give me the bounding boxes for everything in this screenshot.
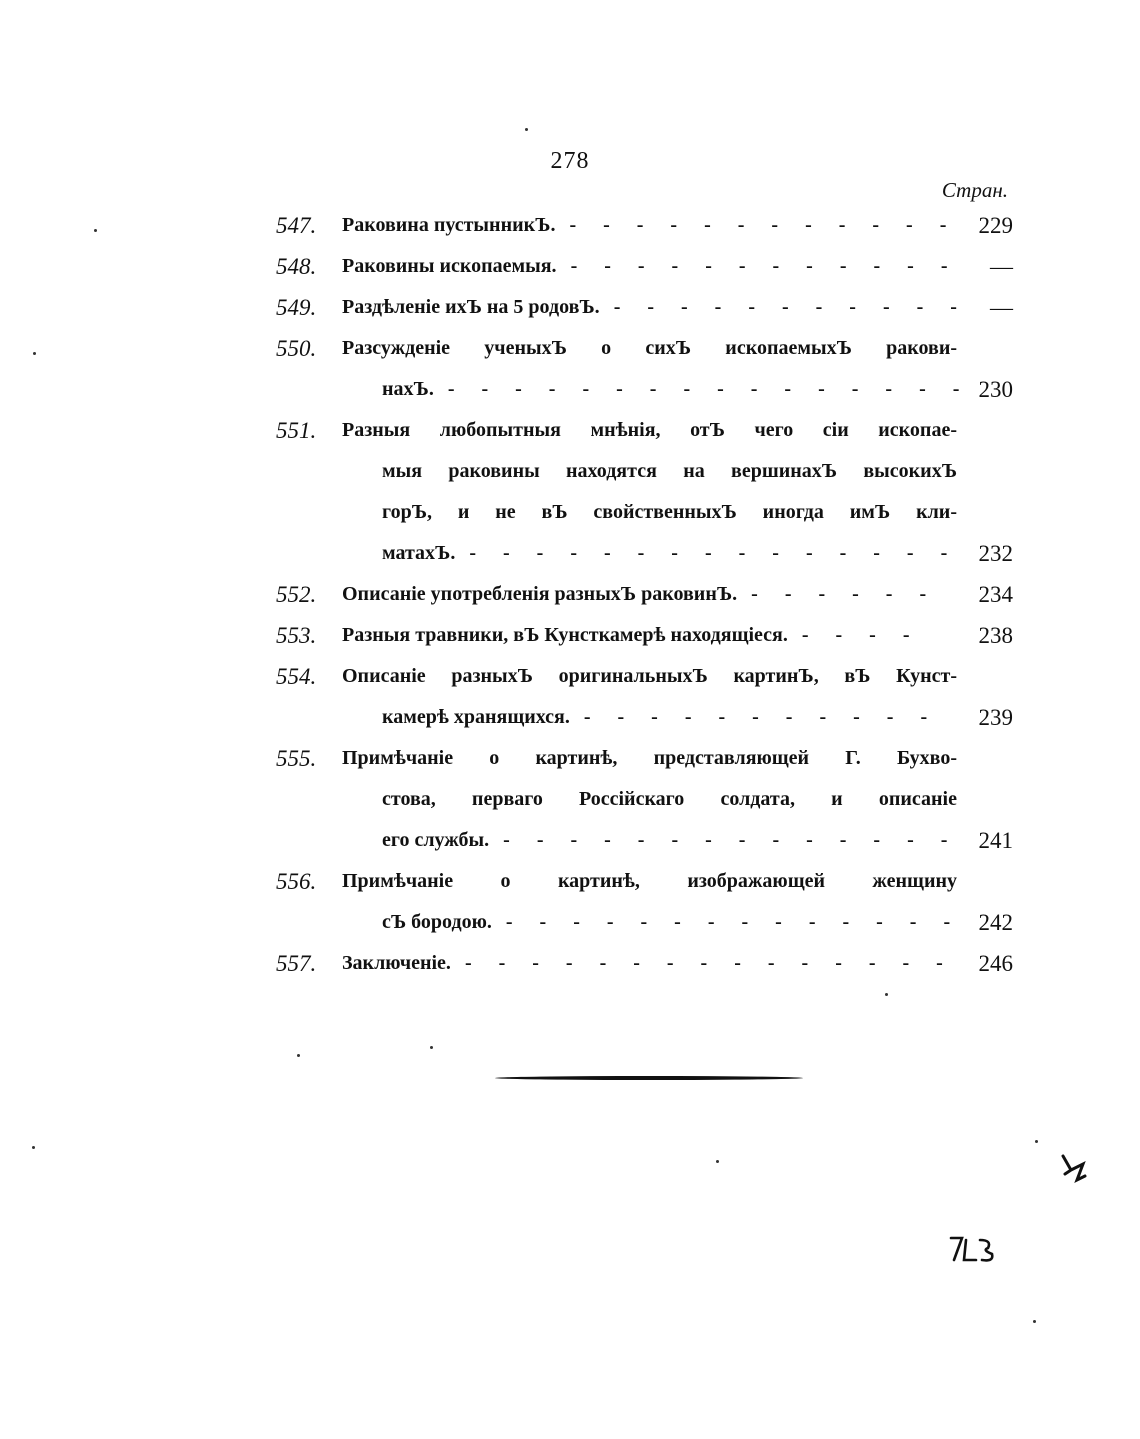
entry-text: стова, перваго Россійскаго солдата, и описаніе [382,788,957,810]
entry-text: Разныя любопытныя мнѣнія, отЪ чего сіи ископае- [342,419,957,441]
toc-entry [270,656,1015,738]
toc-line [270,779,1015,820]
scan-speck [1033,1320,1036,1323]
toc-entry [270,328,1015,410]
toc-line [270,205,1015,246]
toc-entry [270,287,1015,328]
toc-line [270,574,1015,615]
toc-line [270,902,1015,943]
toc-line [270,861,1015,902]
scan-speck [716,1160,719,1163]
toc-line [270,820,1015,861]
toc-line [270,451,1015,492]
scan-speck [525,128,528,131]
toc-entry [270,410,1015,574]
toc-line [270,738,1015,779]
entry-number: 551. [276,418,317,443]
dot-leader: ---------------- [447,378,987,400]
page-number: 278 [550,148,590,174]
scan-speck [33,352,36,355]
entry-page: 246 [978,951,1013,976]
dot-leader: ------------ [569,214,974,236]
handwritten-shelfmark-icon [948,1232,998,1268]
scan-speck [885,993,888,996]
dot-leader: ------------ [570,255,975,277]
entry-text: Раковины ископаемыя. [342,255,557,277]
entry-text: Заключеніе. [342,952,451,974]
scan-speck [94,229,97,232]
toc-entry [270,615,1015,656]
toc-line [270,697,1015,738]
toc-line [270,410,1015,451]
entry-number: 549. [276,295,317,320]
toc-line [270,615,1015,656]
entry-page: 232 [978,541,1013,566]
toc-entry [270,943,1015,984]
entry-text: сЪ бородою. [382,911,492,933]
dot-leader: ----------- [613,296,984,318]
entry-text: Разсужденіе ученыхЪ о сихЪ ископаемыхЪ ракови- [342,337,957,359]
entry-text: Примѣчаніе о картинѣ, изображающей женщину [342,870,957,892]
entry-page: 234 [978,582,1013,607]
toc-line [270,287,1015,328]
entry-text: Примѣчаніе о картинѣ, представляющей Г. Бухво- [342,747,957,769]
closing-rule [495,1076,803,1080]
entry-number: 548. [276,254,317,279]
toc-entry [270,246,1015,287]
dot-leader: --------------- [464,952,970,974]
entry-page: — [990,254,1013,279]
entry-page: 241 [978,828,1013,853]
entry-text: его службы. [382,829,490,851]
entry-page: 242 [978,910,1013,935]
entry-text: мыя раковины находятся на вершинахЪ высокихЪ [382,460,957,482]
dot-leader: -------------- [505,911,978,933]
toc-entry [270,738,1015,861]
entry-page: 238 [978,623,1013,648]
scan-speck [1035,1140,1038,1143]
toc-line [270,943,1015,984]
dot-leader: ---- [801,624,937,646]
entry-text: Раковина пустынникЪ. [342,214,556,236]
entry-text: камерѣ хранящихся. [382,706,570,728]
entry-number: 556. [276,869,317,894]
entry-text: матахЪ. [382,542,456,564]
toc-line [270,492,1015,533]
toc-line [270,328,1015,369]
entry-number: 550. [276,336,317,361]
handwritten-mark-icon [1055,1150,1095,1190]
page-column-header: Стран. [941,178,1008,202]
entry-text: Описаніе разныхЪ оригинальныхЪ картинЪ, вЪ Кунст- [342,665,957,687]
toc-entry [270,861,1015,943]
entry-number: 552. [276,582,317,607]
entry-number: 553. [276,623,317,648]
toc-line [270,533,1015,574]
entry-number: 554. [276,664,317,689]
toc-line [270,656,1015,697]
dot-leader: -------------- [503,829,975,851]
entry-text: нахЪ. [382,378,434,400]
entry-page: 230 [978,377,1013,402]
entry-page: 229 [978,213,1013,238]
entry-page: — [990,295,1013,320]
entry-text: Разныя травники, вЪ Кунсткамерѣ находящіеся. [342,624,788,646]
entry-page: 239 [978,705,1013,730]
toc-line [270,246,1015,287]
table-of-contents [270,205,1015,984]
toc-entry [270,205,1015,246]
scan-speck [297,1054,300,1057]
entry-text: горЪ, и не вЪ свойственныхЪ иногда имЪ кли- [382,501,957,523]
scan-speck [430,1046,433,1049]
dot-leader: ------ [751,583,954,605]
entry-number: 557. [276,951,317,976]
entry-number: 547. [276,213,317,238]
entry-text: Описаніе употребленія разныхЪ раковинЪ. [342,583,738,605]
dot-leader: --------------- [469,542,975,564]
scan-speck [32,1146,35,1149]
dot-leader: ----------- [583,706,955,728]
entry-number: 555. [276,746,317,771]
toc-entry [270,574,1015,615]
toc-line [270,369,1015,410]
entry-text: Раздѣленіе ихЪ на 5 родовЪ. [342,296,600,318]
